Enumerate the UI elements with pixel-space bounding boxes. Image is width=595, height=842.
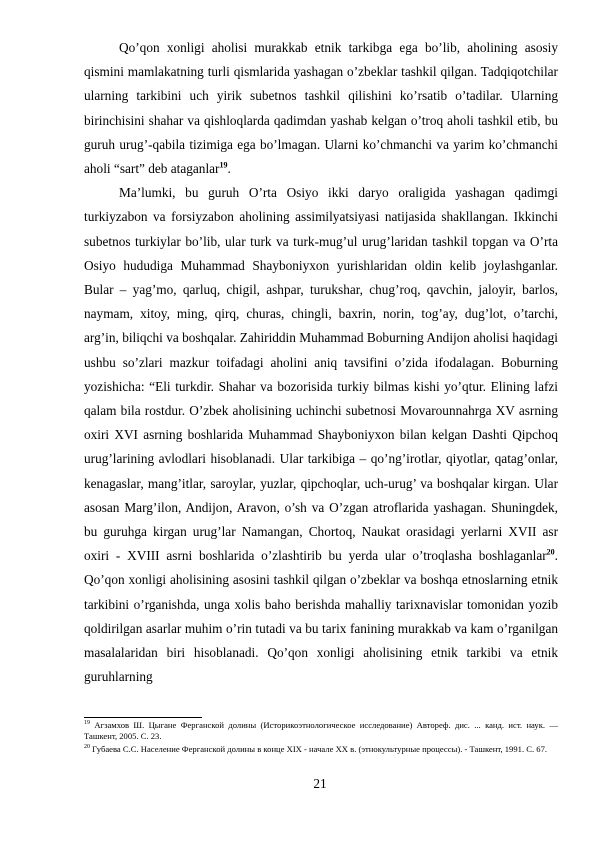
- paragraph-1-text: Qo’qon xonligi aholisi murakkab etnik tarkibga ega bo’lib, aholining asosiy qismini mamlakatning turli qismlarida yashagan o’zbeklar tashkil qilgan. Tadqiqotchilar ularning tarkibini uch yirik subetnos tashkil qilishini ko’rsatib o’tadilar. Ularning birinchisini shahar va qishloqlarda qadimdan yashab kelgan o’troq aholi tashkil etib, bu guruh urug’-qabila tizimiga ega bo’lmagan. Ularni ko’chmanchi va yarim ko’chmanchi aholi “sart” deb ataganlar: [84, 40, 558, 177]
- footnote-ref-20: 20: [546, 547, 555, 557]
- footnote-number: 20: [84, 743, 90, 750]
- paragraph-2: [84, 181, 558, 689]
- footnote-text: Агзамхов Ш. Цыгане Ферганской долины (Историкоэтнологическое исследование) Автореф. дис. ... канд. ист. наук. — Ташкент, 2005. С. 23.: [84, 720, 558, 741]
- footnote-separator: [84, 717, 202, 718]
- paragraph-2-text: Ma’lumki, bu guruh O’rta Osiyo ikki daryo oraligida yashagan qadimgi turkiyzabon va forsiyzabon aholining assimilyatsiyasi natijasida shakllangan. Ikkinchi subetnos turkiylar bo’lib, ular turk va turk-mug’ul urug’laridan tashkil topgan va O’rta Osiyo hududiga Muhammad Shayboniyxon yurishlaridan oldin kelib joylashganlar. Bular – yag’mo, qarluq, chigil, ashpar, turukshar, chug’roq, qavchin, jaloyir, barlos, naymam, xitoy, ming, qirq, churas, chingli, baxrin, norin, tog’ay, dug’lot, o’tarchi, arg’in, biliqchi va boshqalar. Zahiriddin Muhammad Boburning Andijon aholisi haqidagi ushbu so’zlari mazkur toifadagi aholini aniq tavsifini o’zida ifodalagan. Boburning yozishicha: “Eli turkdir. Shahar va bozorisida turkiy bilmas kishi yo’qtur. Elining lafzi qalam bila rostdur. O’zbek aholisining uchinchi subetnosi Movarounnahrga XV asrning oxiri XVI asrning boshlarida Muhammad Shayboniyxon bilan kelgan Dashti Qipchoq urug’larining avlodlari hisoblanadi. Ular tarkibiga – qo’ng’irotlar, qiyotlar, qatag’onlar, kenagaslar, mang’itlar, saroylar, yuzlar, qipchoqlar, uch-urug’ va boshqalar kirgan. Ular asosan Marg’ilon, Andijon, Aravon, o’sh va O’zgan atroflarida yashagan. Shuningdek, bu guruhga kirgan urug’lar Namangan, Chortoq, Naukat orasidagi yerlarni XVII asr oxiri - XVIII asrni boshlarida o’zlashtirib bu yerda ular o’troqlasha boshlaganlar: [84, 185, 558, 564]
- main-text: [84, 36, 558, 689]
- paragraph-2-end: . Qo’qon xonligi aholisining asosini tashkil qilgan o’zbeklar va boshqa etnoslarning etnik tarkibini o’rganishda, unga xolis baho berishda mahalliy tarixnavislar tomonidan yozib qoldirilgan asarlar muhim o’rin tutadi va bu tarix fanining murakkab va kam o’rganilgan masalalaridan biri hisoblanadi. Qo’qon xonligi aholisining etnik tarkibi va etnik guruhlarning: [84, 548, 558, 685]
- page-number: 21: [313, 776, 327, 791]
- footnote-19: [84, 720, 558, 742]
- paragraph-1-end: .: [227, 161, 231, 177]
- footnotes: [84, 720, 558, 756]
- footnote-ref-19: 19: [219, 160, 228, 170]
- paragraph-1: [84, 36, 558, 181]
- footnote-20: [84, 744, 558, 755]
- footnote-number: 19: [84, 720, 90, 727]
- footnote-text: Губаева С.С. Население Ферганской долины в конце XIX - начале XX в. (этнокультурные процессы). - Ташкент, 1991. С. 67.: [90, 743, 548, 754]
